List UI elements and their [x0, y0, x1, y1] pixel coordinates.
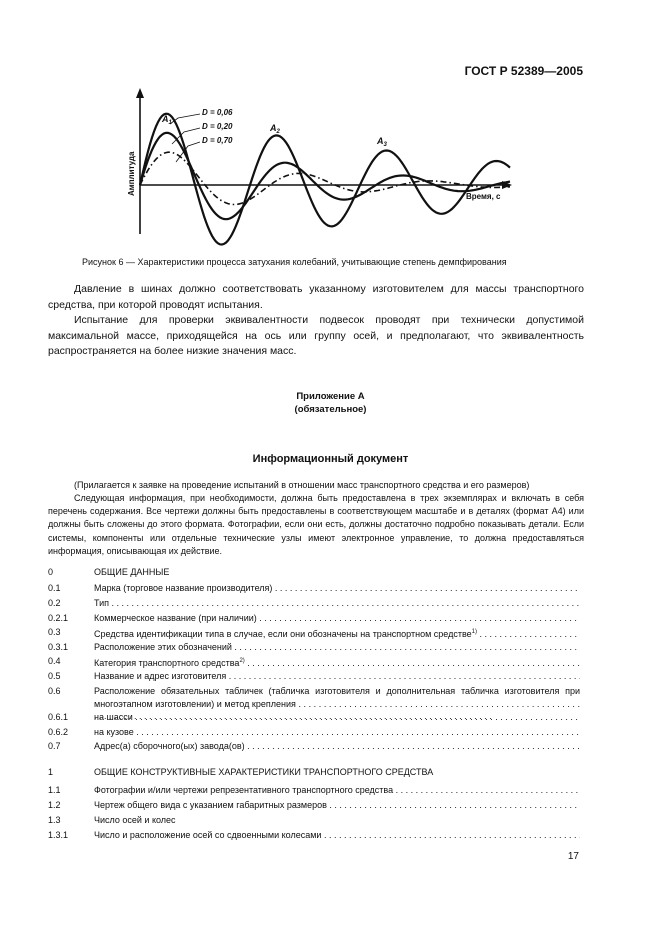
item-text — [94, 582, 580, 595]
figure-caption: Рисунок 6 — Характеристики процесса затухания колебаний, учитывающие степень демпфирования — [82, 257, 507, 267]
item-number: 0.1 — [48, 583, 61, 593]
item-label: Название и адрес изготовителя — [94, 671, 227, 681]
item-label: Расположение обязательных табличек (табличка изготовителя и дополнительная табличка изготовителя при многоэтапном изготовлении) и метод крепления — [94, 686, 580, 709]
item-label: Число осей и колес — [94, 815, 176, 825]
item-text — [94, 740, 580, 753]
item-number: 1.1 — [48, 785, 61, 795]
document-title: Информационный документ — [252, 453, 409, 465]
item-label: Категория транспортного средства — [94, 658, 240, 668]
item-text — [94, 655, 580, 670]
peak-label-a1: $A_1$ — [162, 114, 172, 126]
item-label: на шасси — [94, 712, 133, 722]
appendix-title: Приложение А — [296, 391, 365, 402]
item-text — [94, 566, 580, 579]
footnote-ref: 1) — [471, 629, 477, 635]
item-label: Коммерческое название (при наличии) — [94, 613, 257, 623]
item-text — [94, 766, 580, 779]
item-label: Расположение этих обозначений — [94, 642, 232, 652]
item-number: 0.6.2 — [48, 727, 69, 737]
item-label: ОБЩИЕ ДАННЫЕ — [94, 567, 170, 577]
footnote-ref: 2) — [239, 658, 245, 664]
item-text — [94, 726, 580, 739]
page-number: 17 — [567, 851, 579, 862]
appendix-subtitle: (обязательное) — [294, 404, 367, 415]
item-text — [94, 711, 580, 724]
document-code: ГОСТ Р 52389—2005 — [464, 64, 583, 78]
item-label: Число и расположение осей со сдвоенными колесами — [94, 830, 322, 840]
item-text — [94, 799, 580, 812]
item-text — [94, 670, 580, 683]
appendix-heading — [0, 390, 661, 416]
curve-label-d070: D = 0,70 — [202, 136, 233, 145]
item-number: 0.5 — [48, 671, 61, 681]
item-number: 1.2 — [48, 800, 61, 810]
leader-d020 — [172, 128, 200, 144]
item-label: Чертеж общего вида с указанием габаритных размеров — [94, 800, 327, 810]
intro-paragraph: Следующая информация, при необходимости, должна быть предоставлена в трех экземплярах и включать в себя перечень содержания. Все чертежи должны быть предоставлены в соответствующем масштабе и в деталях (формат А4) или должны быть сложены до этого формата. Фотографии, если они есть, должны достаточно подробно показывать детали. Если системы, компоненты или отдельные технические узлы имеют электронное управление, то должна предоставляться информация, описывающая их действие. — [48, 493, 584, 556]
item-text — [94, 597, 580, 610]
curve-label-d006: D = 0,06 — [202, 108, 233, 117]
item-number: 0.7 — [48, 741, 61, 751]
damping-figure — [120, 84, 520, 254]
item-label: Марка (торговое название производителя) — [94, 583, 273, 593]
item-text — [94, 784, 580, 797]
item-number: 0.2.1 — [48, 613, 69, 623]
item-number: 0.4 — [48, 656, 61, 666]
paragraph-equivalence-test: Испытание для проверки эквивалентности подвесок проводят при технически допустимой максимальной массе, приходящейся на ось или группу осей, и предполагают, что эквивалентность распространяется на более низкие значения масс. — [48, 314, 584, 357]
item-number: 0.3 — [48, 627, 61, 637]
curve-label-d020: D = 0,20 — [202, 122, 233, 131]
item-text — [94, 612, 580, 625]
item-number: 1.3.1 — [48, 830, 69, 840]
y-axis-arrow — [136, 88, 144, 98]
item-text — [94, 829, 580, 842]
item-number: 0.3.1 — [48, 642, 69, 652]
item-label: на кузове — [94, 727, 134, 737]
item-label: Фотографии и/или чертежи репрезентативного транспортного средства — [94, 785, 394, 795]
item-number: 1.3 — [48, 815, 61, 825]
item-text — [94, 814, 580, 827]
item-number: 1 — [48, 767, 54, 777]
paragraph-tire-pressure: Давление в шинах должно соответствовать указанному изготовителем для массы транспортного средства, при которой проводят испытания. — [48, 283, 584, 311]
peak-label-a2: $A_2$ — [270, 123, 280, 135]
x-axis-label: Время, с — [466, 192, 501, 201]
item-number: 0.6.1 — [48, 712, 69, 722]
item-number: 0.6 — [48, 686, 61, 696]
y-axis-label: Амплитуда — [127, 151, 136, 196]
item-label: ОБЩИЕ КОНСТРУКТИВНЫЕ ХАРАКТЕРИСТИКИ ТРАНСПОРТНОГО СРЕДСТВА — [94, 767, 434, 777]
peak-label-a3: $A_3$ — [377, 136, 387, 148]
intro-note: (Прилагается к заявке на проведение испытаний в отношении масс транспортного средства и его размеров) — [74, 480, 530, 490]
item-text — [94, 626, 580, 641]
item-label: Тип — [94, 598, 110, 608]
item-text — [94, 641, 580, 654]
item-number: 0.2 — [48, 598, 61, 608]
item-label: Средства идентификации типа в случае, если они обозначены на транспортном средстве — [94, 629, 472, 639]
item-label: Адрес(а) сборочного(ых) завода(ов) — [94, 741, 245, 751]
item-number: 0 — [48, 567, 54, 577]
